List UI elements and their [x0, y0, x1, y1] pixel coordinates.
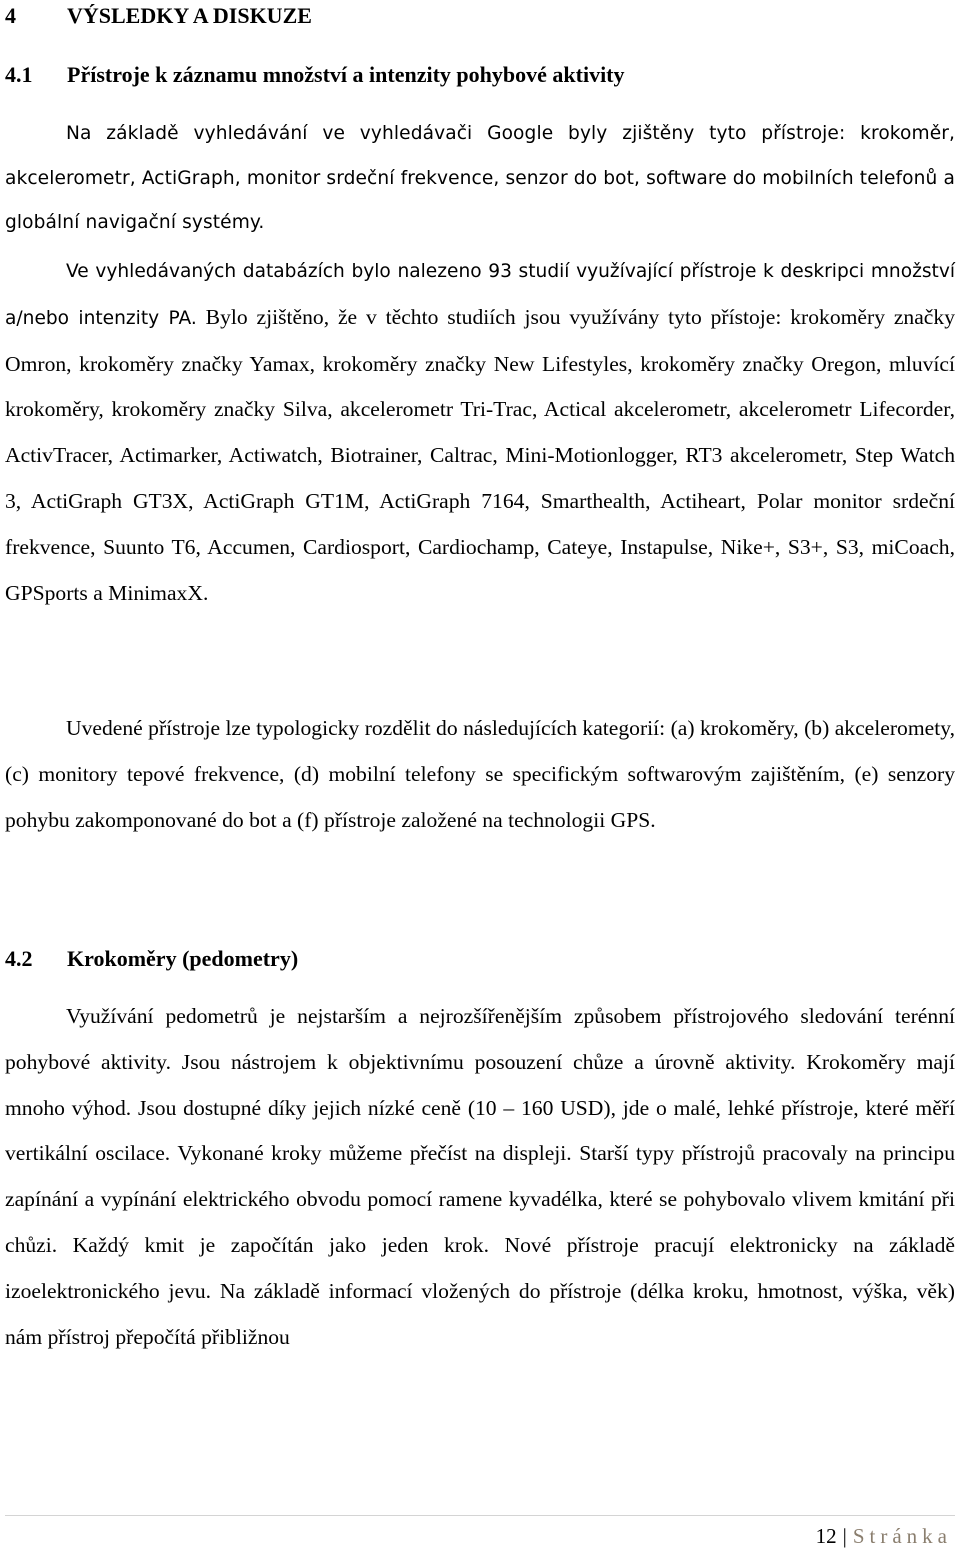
paragraph: Na základě vyhledávání ve vyhledávači Google byly zjištěny tyto přístroje: krokoměr, akcelerometr, ActiGraph, monitor srdeční frekvence, senzor do bot, software do mobilních telefonů a globální navigační systémy.: [5, 123, 955, 233]
chapter-number: 4: [5, 3, 16, 28]
paragraph: [5, 248, 955, 616]
paragraph: Využívání pedometrů je nejstarším a nejrozšířenějším způsobem přístrojového sledování terénní pohybové aktivity. Jsou nástrojem k objektivnímu posouzení chůze a úrovně aktivity. Krokoměry mají mnoho výhod. Jsou dostupné díky jejich nízké ceně (10 – 160 USD), jde o malé, lehké přístroje, které měří vertikální oscilace. Vykonané kroky můžeme přečíst na displeji. Starší typy přístrojů pracovaly na principu zapínání a vypínání elektrického obvodu pomocí ramene kyvadélka, které se pohybovalo vlivem kmitání při chůzi. Každý kmit je započítán jako jeden krok. Nové přístroje pracují elektronicky na základě izoelektronického jevu. Na základě informací vložených do přístroje (délka kroku, hmotnost, výška, věk) nám přístroj přepočítá přibližnou: [5, 1004, 955, 1349]
paragraph-serif-part: Bylo zjištěno, že v těchto studiích jsou využívány tyto přístoje: krokoměry značky Omron, krokoměry značky Yamax, krokoměry značky New Lifestyles, krokoměry značky Oregon, mluvící krokoměry, krokoměry značky Silva, akcelerometr Tri-Trac, Actical akcelerometr, akcelerometr Lifecorder, ActivTracer, Actimarker, Actiwatch, Biotrainer, Caltrac, Mini-Motionlogger, RT3 akcelerometr, Step Watch 3, ActiGraph GT3X, ActiGraph GT1M, ActiGraph 7164, Smarthealth, Actiheart, Polar monitor srdeční frekvence, Suunto T6, Accumen, Cardiosport, Cardiochamp, Cateye, Instapulse, Nike+, S3+, S3, miCoach, GPSports a MinimaxX.: [5, 304, 955, 605]
section-heading-4-1: [5, 60, 625, 90]
chapter-heading: [5, 1, 312, 31]
page-label: Stránka: [852, 1524, 952, 1548]
section-title: Krokoměry (pedometry): [67, 946, 299, 971]
footer-divider: [5, 1515, 955, 1516]
section-heading-4-2: [5, 944, 298, 974]
chapter-title: VÝSLEDKY A DISKUZE: [67, 3, 312, 28]
page-number: 12: [815, 1524, 837, 1548]
paragraph: Uvedené přístroje lze typologicky rozdělit do následujících kategorií: (a) krokoměry, (b) akceleromety, (c) monitory tepové frekvence, (d) mobilní telefony se specifickým softwarovým zajištěním, (e) senzory pohybu zakomponované do bot a (f) přístroje založené na technologii GPS.: [5, 716, 955, 832]
section-title: Přístroje k záznamu množství a intenzity pohybové aktivity: [67, 62, 625, 87]
section-number: 4.1: [5, 62, 33, 87]
section-number: 4.2: [5, 946, 33, 971]
page-footer: [816, 1523, 952, 1549]
footer-separator: |: [842, 1524, 847, 1548]
paragraph-sans-part: Ve vyhledávaných databázích bylo nalezeno 93 studií využívající přístroje k deskripci množství a/nebo intenzity PA.: [5, 261, 955, 329]
